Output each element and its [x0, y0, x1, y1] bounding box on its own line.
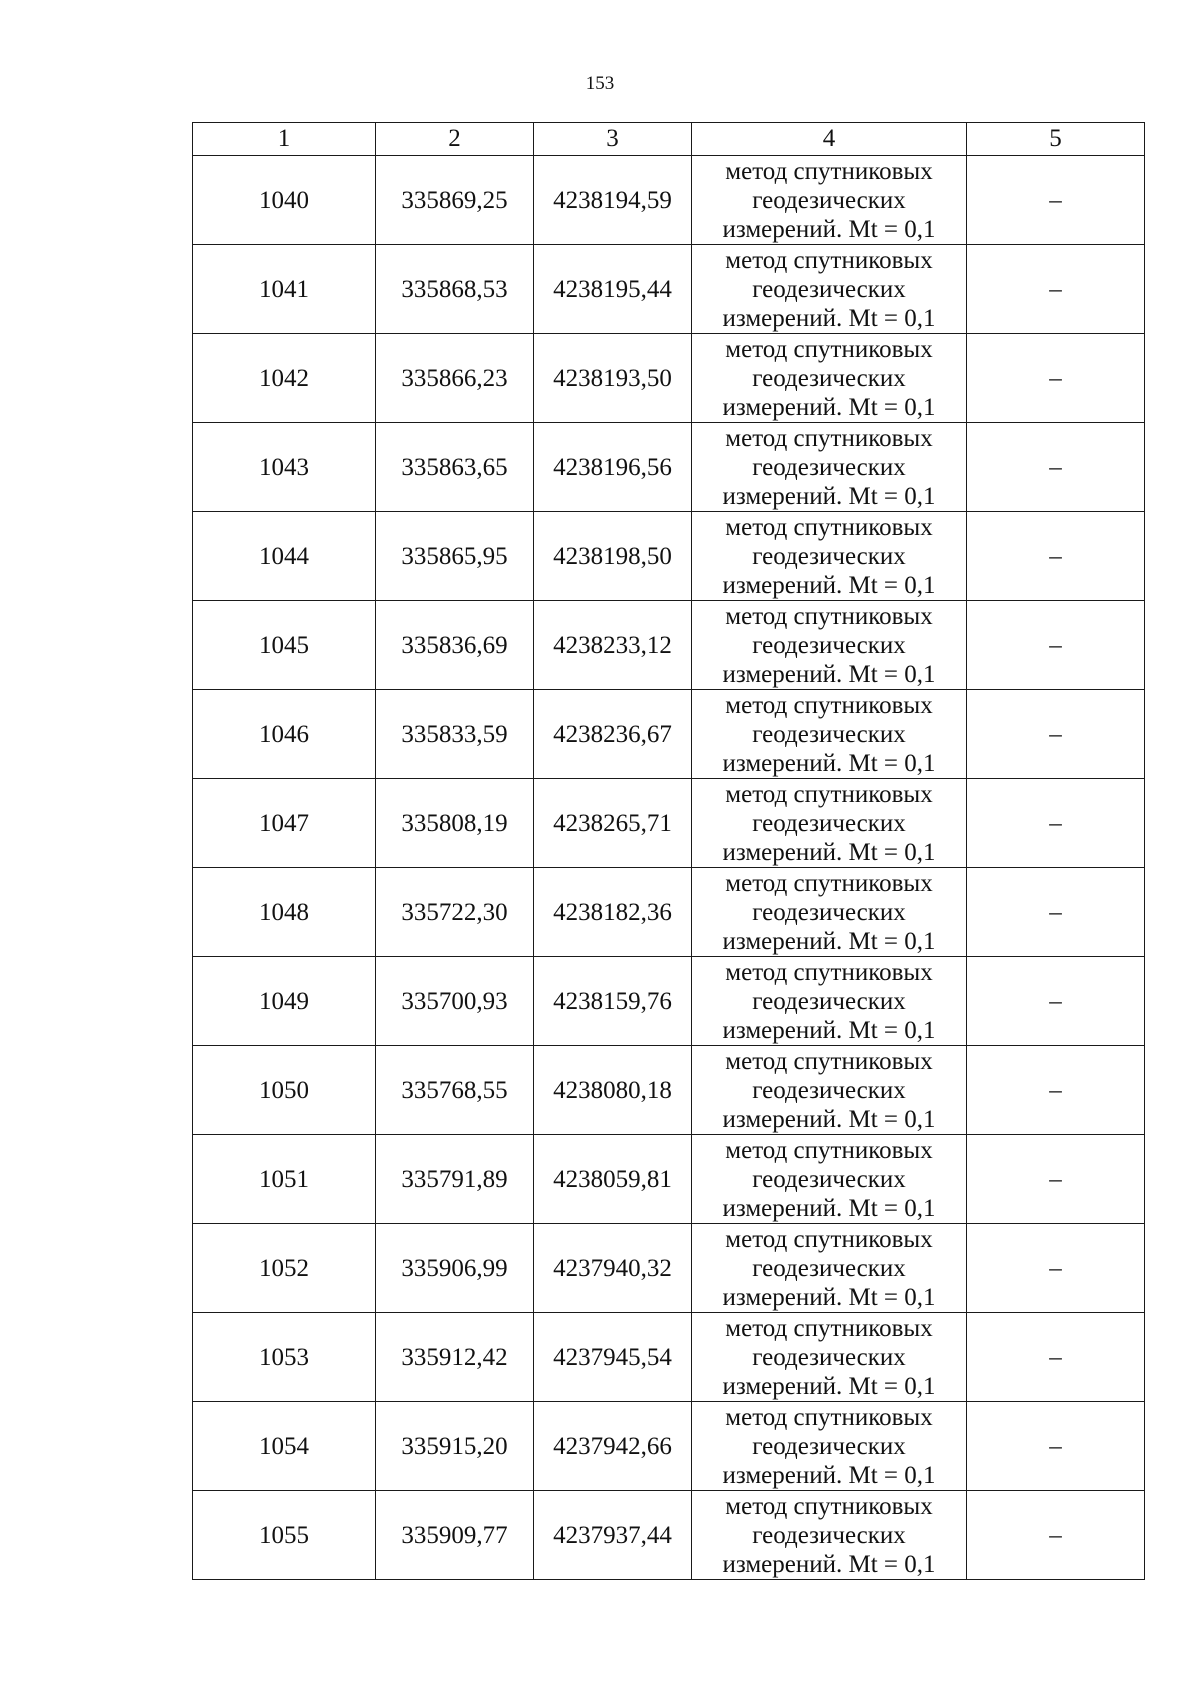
x-coordinate-cell: 335912,42: [376, 1313, 534, 1402]
x-coordinate-cell: 335722,30: [376, 868, 534, 957]
point-number-cell: 1044: [193, 512, 376, 601]
determination-method-cell: метод спутниковых геодезических измерений. Mt = 0,1: [692, 512, 967, 601]
y-coordinate-cell: 4238080,18: [534, 1046, 692, 1135]
x-coordinate-cell: 335868,53: [376, 245, 534, 334]
y-coordinate-cell: 4237937,44: [534, 1491, 692, 1580]
x-coordinate-cell: 335909,77: [376, 1491, 534, 1580]
table-row: [193, 1491, 1145, 1580]
y-coordinate-cell: 4238193,50: [534, 334, 692, 423]
note-cell: –: [967, 512, 1145, 601]
determination-method-cell: метод спутниковых геодезических измерений. Mt = 0,1: [692, 779, 967, 868]
point-number-cell: 1041: [193, 245, 376, 334]
y-coordinate-cell: 4238059,81: [534, 1135, 692, 1224]
determination-method-cell: метод спутниковых геодезических измерений. Mt = 0,1: [692, 423, 967, 512]
table-body: [193, 156, 1145, 1580]
column-header-1: 1: [193, 123, 376, 156]
table-row: [193, 1402, 1145, 1491]
table-row: [193, 690, 1145, 779]
note-cell: –: [967, 1313, 1145, 1402]
determination-method-cell: метод спутниковых геодезических измерений. Mt = 0,1: [692, 334, 967, 423]
y-coordinate-cell: 4238196,56: [534, 423, 692, 512]
table-row: [193, 512, 1145, 601]
column-header-5: 5: [967, 123, 1145, 156]
note-cell: –: [967, 957, 1145, 1046]
y-coordinate-cell: 4238198,50: [534, 512, 692, 601]
x-coordinate-cell: 335915,20: [376, 1402, 534, 1491]
column-header-4: 4: [692, 123, 967, 156]
point-number-cell: 1055: [193, 1491, 376, 1580]
table-row: [193, 156, 1145, 245]
x-coordinate-cell: 335863,65: [376, 423, 534, 512]
determination-method-cell: метод спутниковых геодезических измерений. Mt = 0,1: [692, 957, 967, 1046]
x-coordinate-cell: 335808,19: [376, 779, 534, 868]
y-coordinate-cell: 4238233,12: [534, 601, 692, 690]
determination-method-cell: метод спутниковых геодезических измерений. Mt = 0,1: [692, 1224, 967, 1313]
note-cell: –: [967, 779, 1145, 868]
point-number-cell: 1042: [193, 334, 376, 423]
determination-method-cell: метод спутниковых геодезических измерений. Mt = 0,1: [692, 1046, 967, 1135]
x-coordinate-cell: 335791,89: [376, 1135, 534, 1224]
point-number-cell: 1043: [193, 423, 376, 512]
note-cell: –: [967, 156, 1145, 245]
note-cell: –: [967, 1046, 1145, 1135]
note-cell: –: [967, 601, 1145, 690]
point-number-cell: 1040: [193, 156, 376, 245]
note-cell: –: [967, 423, 1145, 512]
note-cell: –: [967, 1491, 1145, 1580]
page-number: 153: [585, 73, 615, 94]
determination-method-cell: метод спутниковых геодезических измерений. Mt = 0,1: [692, 156, 967, 245]
table-row: [193, 334, 1145, 423]
y-coordinate-cell: 4238265,71: [534, 779, 692, 868]
point-number-cell: 1049: [193, 957, 376, 1046]
table-row: [193, 1313, 1145, 1402]
note-cell: –: [967, 1402, 1145, 1491]
y-coordinate-cell: 4237945,54: [534, 1313, 692, 1402]
x-coordinate-cell: 335833,59: [376, 690, 534, 779]
determination-method-cell: метод спутниковых геодезических измерений. Mt = 0,1: [692, 1135, 967, 1224]
point-number-cell: 1048: [193, 868, 376, 957]
y-coordinate-cell: 4238194,59: [534, 156, 692, 245]
note-cell: –: [967, 245, 1145, 334]
x-coordinate-cell: 335836,69: [376, 601, 534, 690]
coordinates-table: [192, 122, 1145, 1580]
point-number-cell: 1046: [193, 690, 376, 779]
point-number-cell: 1050: [193, 1046, 376, 1135]
point-number-cell: 1051: [193, 1135, 376, 1224]
column-header-3: 3: [534, 123, 692, 156]
point-number-cell: 1052: [193, 1224, 376, 1313]
determination-method-cell: метод спутниковых геодезических измерений. Mt = 0,1: [692, 690, 967, 779]
note-cell: –: [967, 334, 1145, 423]
y-coordinate-cell: 4238159,76: [534, 957, 692, 1046]
point-number-cell: 1054: [193, 1402, 376, 1491]
note-cell: –: [967, 1135, 1145, 1224]
table-row: [193, 1135, 1145, 1224]
note-cell: –: [967, 690, 1145, 779]
x-coordinate-cell: 335865,95: [376, 512, 534, 601]
x-coordinate-cell: 335906,99: [376, 1224, 534, 1313]
table-row: [193, 601, 1145, 690]
table-row: [193, 423, 1145, 512]
table-row: [193, 1224, 1145, 1313]
x-coordinate-cell: 335866,23: [376, 334, 534, 423]
y-coordinate-cell: 4237940,32: [534, 1224, 692, 1313]
determination-method-cell: метод спутниковых геодезических измерений. Mt = 0,1: [692, 868, 967, 957]
table-row: [193, 957, 1145, 1046]
point-number-cell: 1053: [193, 1313, 376, 1402]
table-header-row: [193, 123, 1145, 156]
x-coordinate-cell: 335869,25: [376, 156, 534, 245]
column-header-2: 2: [376, 123, 534, 156]
determination-method-cell: метод спутниковых геодезических измерений. Mt = 0,1: [692, 245, 967, 334]
determination-method-cell: метод спутниковых геодезических измерений. Mt = 0,1: [692, 1313, 967, 1402]
determination-method-cell: метод спутниковых геодезических измерений. Mt = 0,1: [692, 601, 967, 690]
point-number-cell: 1047: [193, 779, 376, 868]
y-coordinate-cell: 4238236,67: [534, 690, 692, 779]
point-number-cell: 1045: [193, 601, 376, 690]
table-row: [193, 245, 1145, 334]
y-coordinate-cell: 4238195,44: [534, 245, 692, 334]
x-coordinate-cell: 335768,55: [376, 1046, 534, 1135]
x-coordinate-cell: 335700,93: [376, 957, 534, 1046]
determination-method-cell: метод спутниковых геодезических измерений. Mt = 0,1: [692, 1402, 967, 1491]
table-row: [193, 779, 1145, 868]
y-coordinate-cell: 4238182,36: [534, 868, 692, 957]
y-coordinate-cell: 4237942,66: [534, 1402, 692, 1491]
note-cell: –: [967, 1224, 1145, 1313]
table-row: [193, 868, 1145, 957]
determination-method-cell: метод спутниковых геодезических измерений. Mt = 0,1: [692, 1491, 967, 1580]
table-row: [193, 1046, 1145, 1135]
note-cell: –: [967, 868, 1145, 957]
